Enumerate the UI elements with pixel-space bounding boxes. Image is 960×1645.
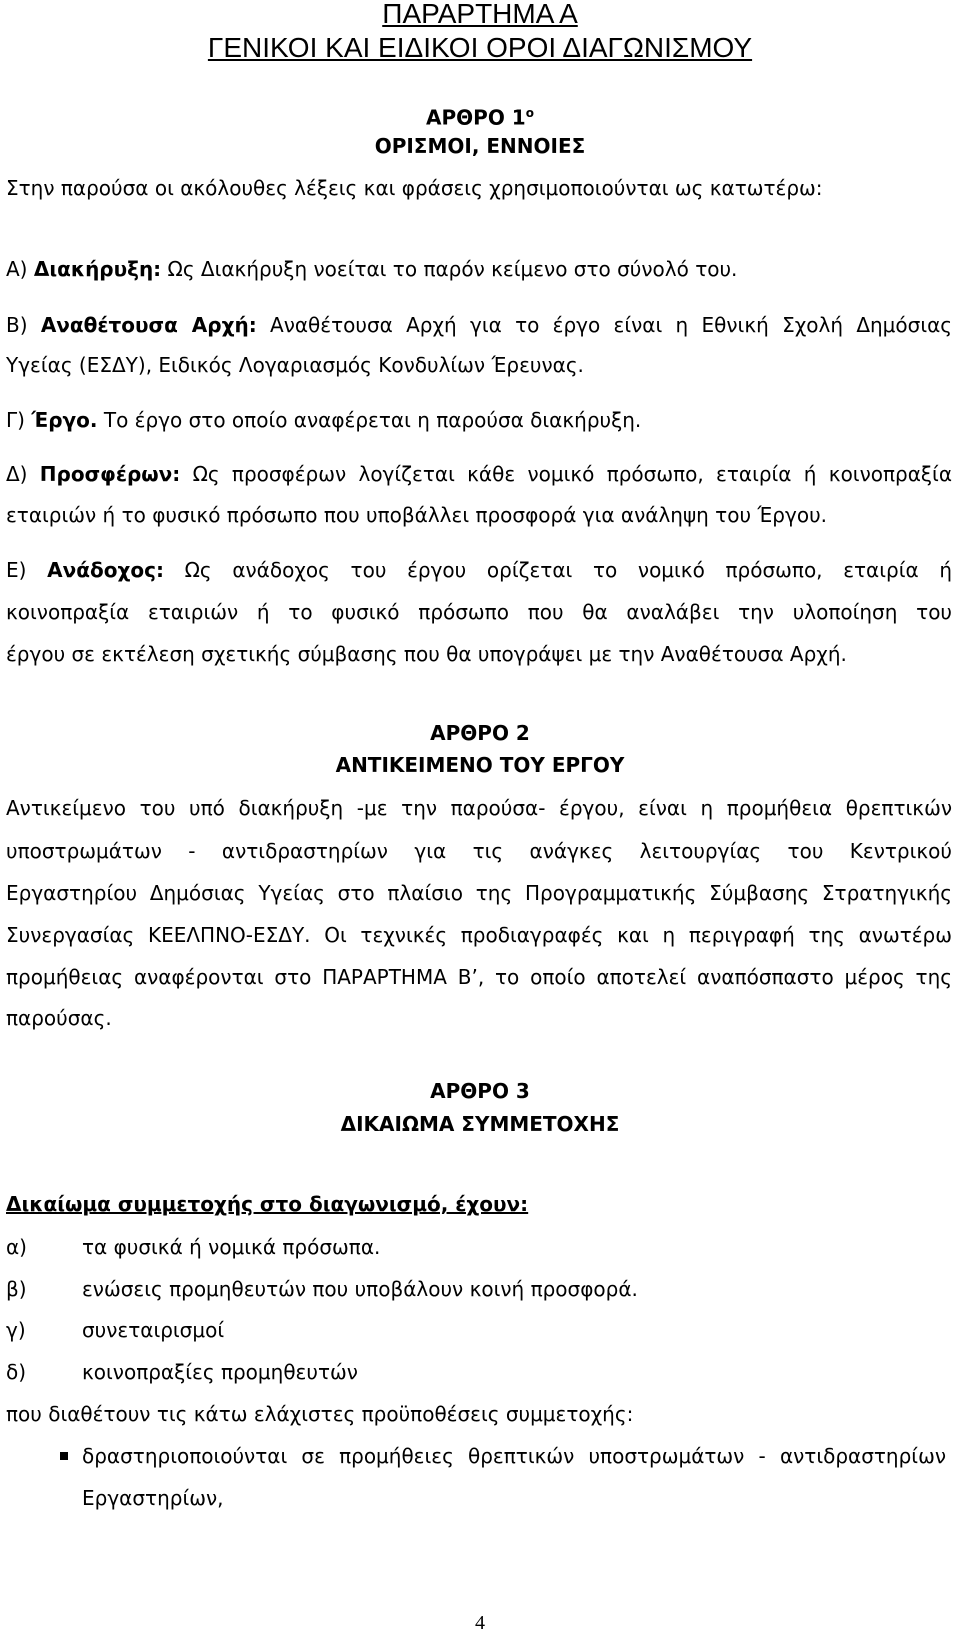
article2-line: υποστρωμάτων - αντιδραστηρίων για τις ανάγκες λειτουργίας του Κεντρικού bbox=[6, 839, 952, 863]
participation-lead: Δικαίωμα συμμετοχής στο διαγωνισμό, έχουν: bbox=[6, 1192, 529, 1216]
list-item-label: δ) bbox=[6, 1360, 27, 1384]
annex-title: ΠΑΡΑΡΤΗΜΑ Α bbox=[382, 0, 578, 29]
list-item-text: συνεταιρισμοί bbox=[82, 1318, 225, 1342]
condition-bullet-line2: Εργαστηρίων, bbox=[82, 1486, 224, 1510]
list-item-label: β) bbox=[6, 1277, 27, 1301]
list-item-label: α) bbox=[6, 1235, 27, 1259]
condition-bullet-line1: δραστηριοποιούνται σε προμήθειες θρεπτικών υποστρωμάτων - αντιδραστηρίων bbox=[82, 1444, 946, 1468]
article2-subheading: ΑΝΤΙΚΕΙΜΕΝΟ ΤΟΥ ΕΡΓΟΥ bbox=[335, 753, 625, 777]
definition-e-line2: κοινοπραξία εταιριών ή το φυσικό πρόσωπο που θα αναλάβει την υλοποίηση του bbox=[6, 600, 952, 624]
article1-heading: ΑΡΘΡΟ $1^o$ bbox=[426, 105, 534, 130]
definition-e-line1: Ε) Ανάδοχος: Ως ανάδοχος του έργου ορίζεται το νομικό πρόσωπο, εταιρία ή bbox=[6, 558, 953, 582]
article3-heading: ΑΡΘΡΟ 3 bbox=[430, 1079, 530, 1103]
definition-d-line1: Δ) Προσφέρων: Ως προσφέρων λογίζεται κάθε νομικό πρόσωπο, εταιρία ή κοινοπραξία bbox=[6, 462, 952, 486]
article2-line: Εργαστηρίου Δημόσιας Υγείας στο πλαίσιο της Προγραμματικής Σύμβασης Στρατηγικής bbox=[6, 881, 952, 905]
conditions-intro: που διαθέτουν τις κάτω ελάχιστες προϋποθέσεις συμμετοχής: bbox=[6, 1402, 634, 1426]
article2-line: Αντικείμενο του υπό διακήρυξη -με την παρούσα- έργου, είναι η προμήθεια θρεπτικών bbox=[6, 796, 952, 820]
definition-d-line2: εταιριών ή το φυσικό πρόσωπο που υποβάλλει προσφορά για ανάληψη του Έργου. bbox=[6, 503, 828, 527]
article2-line: προμήθειας αναφέρονται στο ΠΑΡΑΡΤΗΜΑ Β’, το οποίο αποτελεί αναπόσπαστο μέρος της bbox=[6, 965, 952, 989]
definition-c: Γ) Έργο. Το έργο στο οποίο αναφέρεται η παρούσα διακήρυξη. bbox=[6, 408, 642, 432]
annex-subtitle: ΓΕΝΙΚΟΙ ΚΑΙ ΕΙΔΙΚΟΙ ΟΡΟΙ ΔΙΑΓΩΝΙΣΜΟΥ bbox=[207, 32, 753, 63]
page-number: 4 bbox=[475, 1612, 485, 1634]
definition-b-line1: Β) Αναθέτουσα Αρχή: Αναθέτουσα Αρχή για το έργο είναι η Εθνική Σχολή Δημόσιας bbox=[6, 313, 953, 337]
article1-intro: Στην παρούσα οι ακόλουθες λέξεις και φράσεις χρησιμοποιούνται ως κατωτέρω: bbox=[6, 176, 823, 200]
list-item-text: ενώσεις προμηθευτών που υποβάλουν κοινή προσφορά. bbox=[82, 1277, 638, 1301]
list-item-text: κοινοπραξίες προμηθευτών bbox=[82, 1360, 358, 1384]
list-item-text: τα φυσικά ή νομικά πρόσωπα. bbox=[82, 1235, 381, 1259]
bullet-square-icon bbox=[60, 1452, 68, 1460]
list-item-label: γ) bbox=[6, 1318, 26, 1342]
definition-b-line2: Υγείας (ΕΣΔΥ), Ειδικός Λογαριασμός Κονδυλίων Έρευνας. bbox=[6, 353, 584, 377]
article2-line: παρούσας. bbox=[6, 1006, 112, 1030]
article2-heading: ΑΡΘΡΟ 2 bbox=[430, 721, 530, 745]
article3-subheading: ΔΙΚΑΙΩΜΑ ΣΥΜΜΕΤΟΧΗΣ bbox=[340, 1112, 620, 1136]
article2-line: Συνεργασίας ΚΕΕΛΠΝΟ-ΕΣΔΥ. Οι τεχνικές προδιαγραφές και η περιγραφή της ανωτέρω bbox=[6, 923, 952, 947]
definition-a: Α) Διακήρυξη: Ως Διακήρυξη νοείται το παρόν κείμενο στο σύνολό του. bbox=[6, 257, 738, 281]
article1-subheading: ΟΡΙΣΜΟΙ, ΕΝΝΟΙΕΣ bbox=[374, 134, 586, 158]
definition-e-line3: έργου σε εκτέλεση σχετικής σύμβασης που θα υπογράψει με την Αναθέτουσα Αρχή. bbox=[6, 642, 847, 666]
